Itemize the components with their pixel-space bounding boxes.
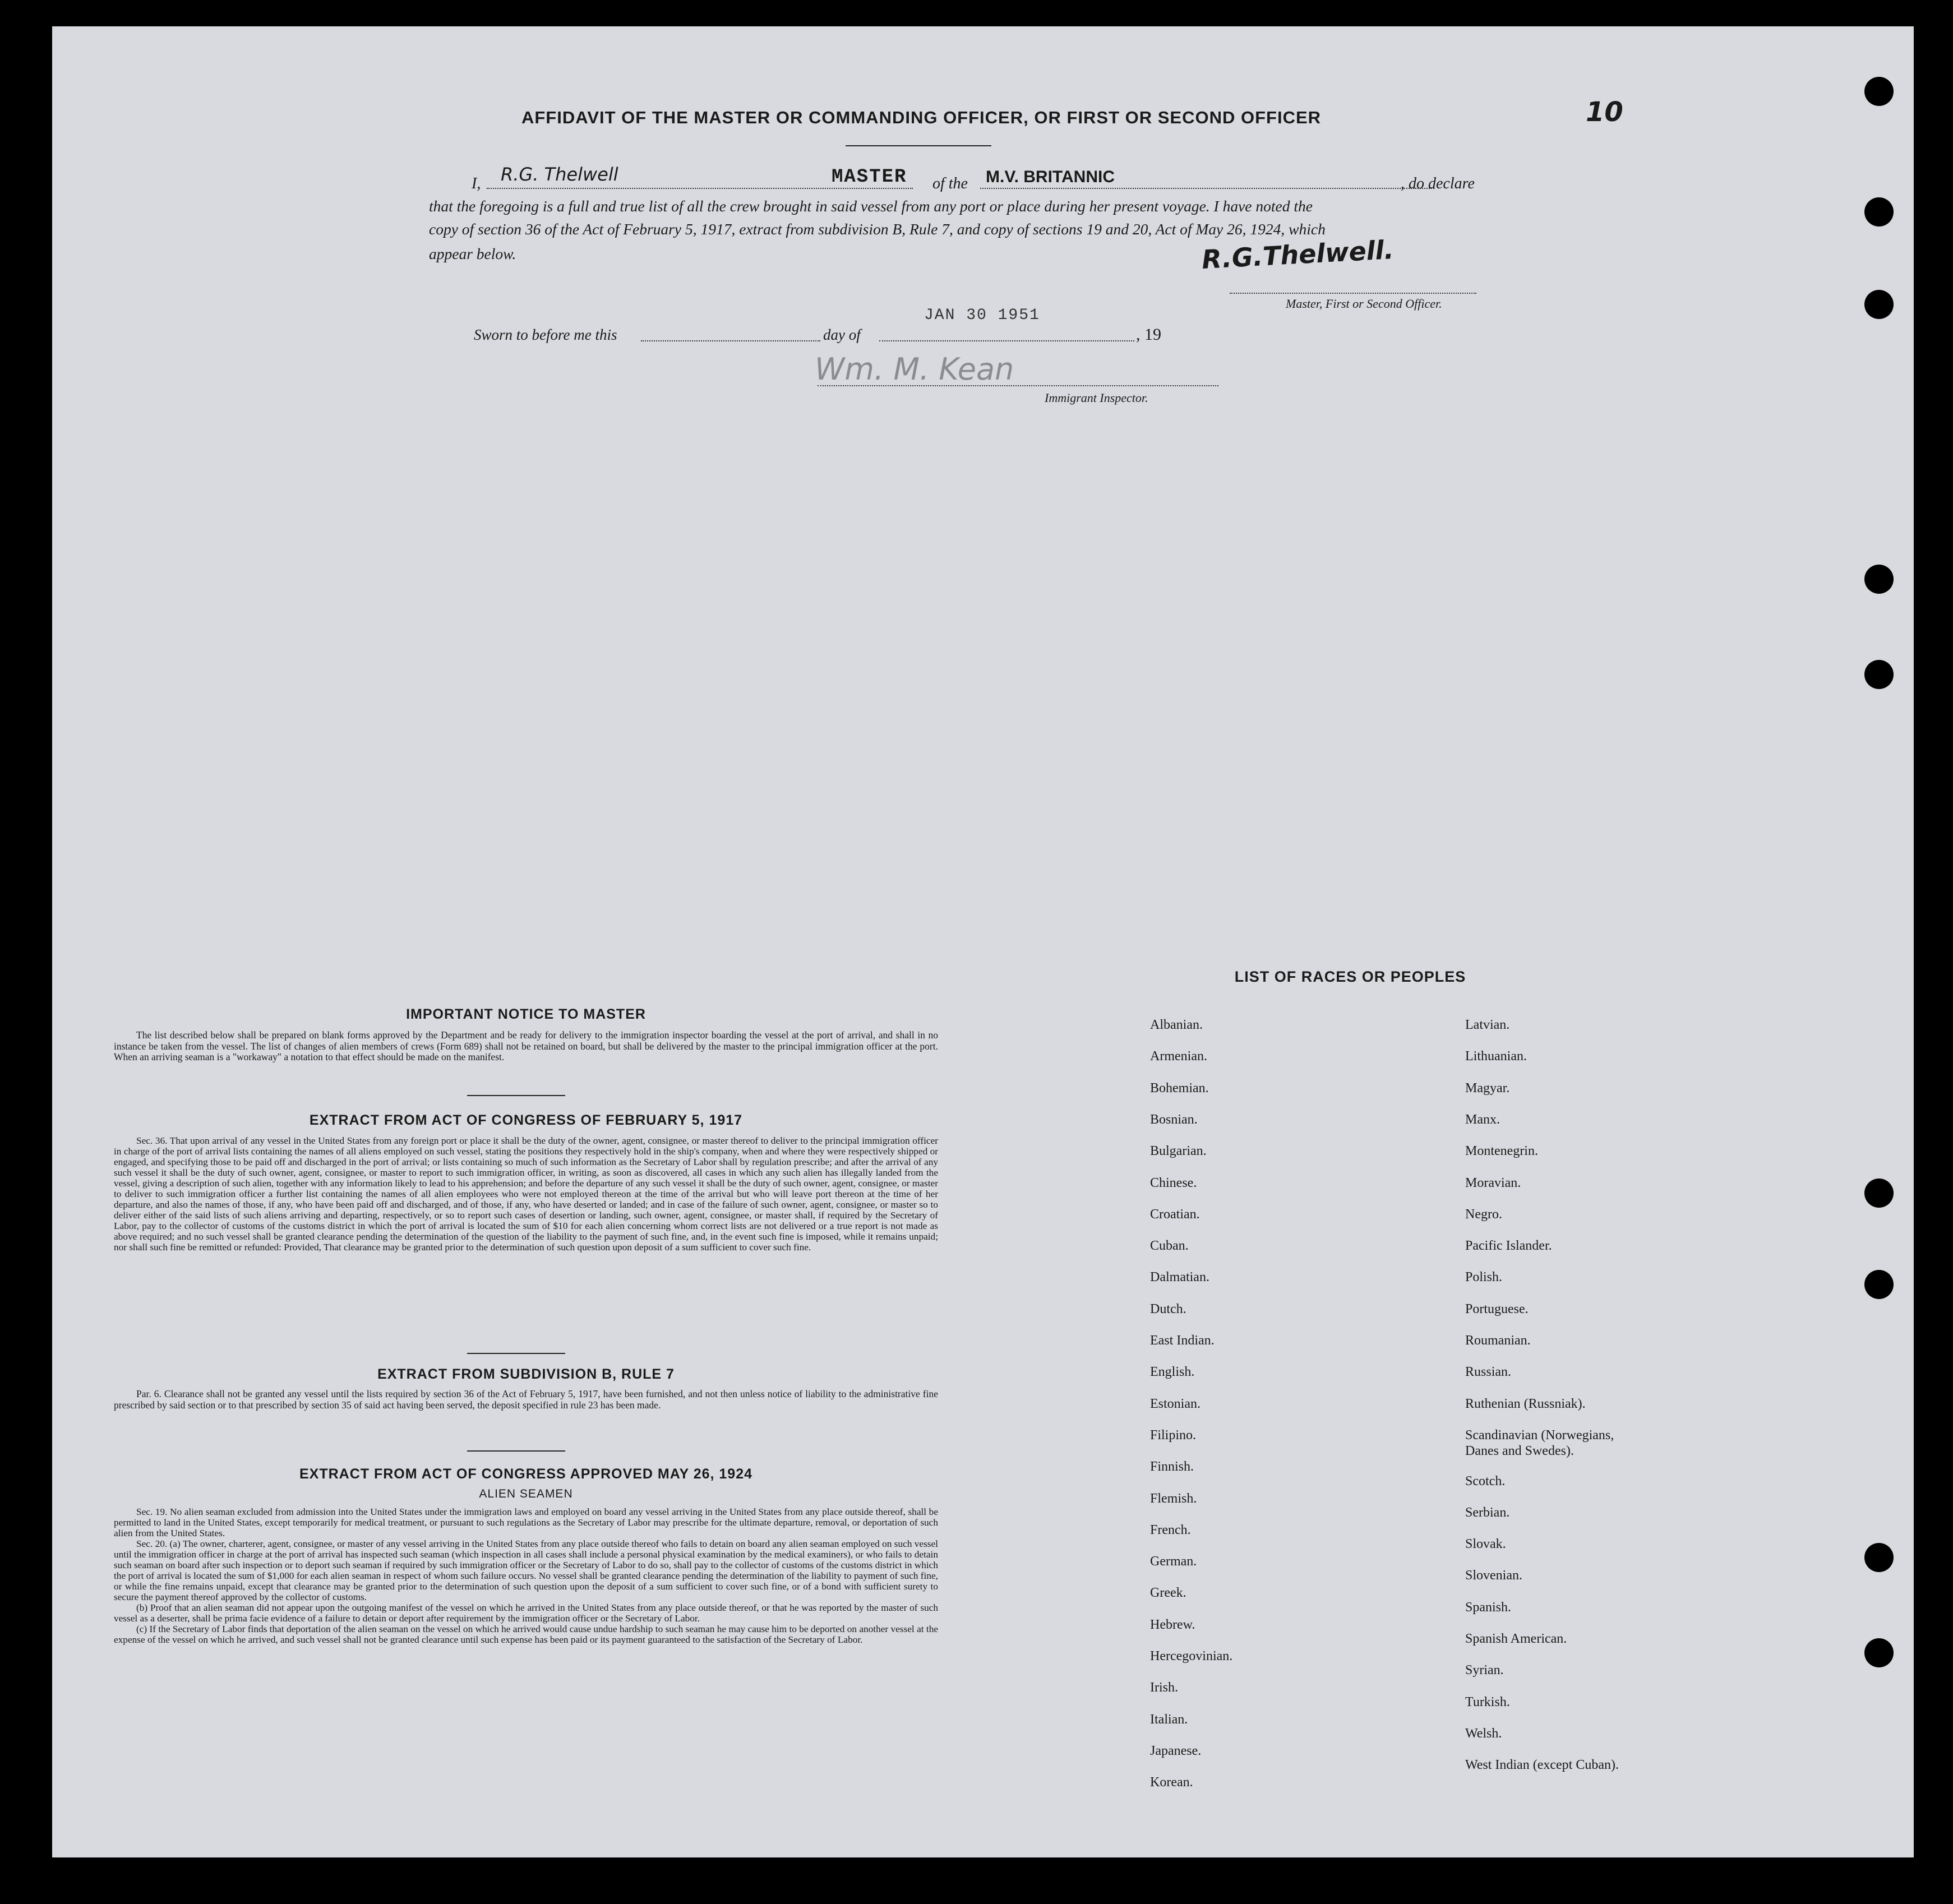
inspector-caption: Immigrant Inspector. (1045, 391, 1148, 405)
race-item: Syrian. (1465, 1663, 1504, 1677)
race-item: Filipino. (1150, 1428, 1197, 1443)
race-item: Croatian. (1150, 1207, 1200, 1222)
sworn-label: Sworn to before me this (474, 326, 617, 343)
race-item: Hebrew. (1150, 1618, 1195, 1632)
race-item: Hercegovinian. (1150, 1649, 1233, 1663)
of-the-label: of the (932, 175, 968, 192)
sworn-month-line (879, 340, 1134, 341)
inspector-line (818, 385, 1218, 386)
sec-20b-paragraph: (b) Proof that an alien seaman did not appear upon the outgoing manifest of the vessel on which he arrived in the United States from any place outside thereof, or that he was reported by the master of such vessel as a deserter, shall be prima facie evidence of a failure to detain or deport after requirement by the immigration officer or the Secretary of Labor. (114, 1602, 938, 1624)
divider (467, 1095, 565, 1096)
signature-caption: Master, First or Second Officer. (1286, 297, 1442, 311)
vessel-name: M.V. BRITANNIC (986, 168, 1115, 186)
race-item: Japanese. (1150, 1744, 1202, 1758)
notice-body: The list described below shall be prepared on blank forms approved by the Department and be ready for delivery to the immigration inspector boarding the vessel at the port of arrival, and shall in no instance be taken from the vessel. The list of changes of alien members of crews (Form 689) shall not be retained on board, but shall be delivered by the master to the principal immigration officer at the port. When an arriving seaman is a "workaway" a notation to that effect should be made on the manifest. (114, 1029, 938, 1062)
alien-seamen-subtitle: ALIEN SEAMEN (479, 1487, 573, 1500)
race-item: Finnish. (1150, 1459, 1194, 1474)
race-item: Latvian. (1465, 1018, 1510, 1032)
rank-stamp: MASTER (832, 167, 907, 188)
divider (467, 1353, 565, 1354)
binder-hole (1864, 77, 1894, 106)
name-line (487, 188, 913, 189)
race-item: Albanian. (1150, 1018, 1203, 1032)
date-stamp: JAN 30 1951 (924, 307, 1040, 324)
extract-1924-body (114, 1506, 938, 1645)
race-item: Cuban. (1150, 1238, 1189, 1253)
race-item: Polish. (1465, 1270, 1503, 1284)
title-rule (846, 145, 991, 146)
binder-hole (1864, 565, 1894, 594)
divider (467, 1450, 565, 1452)
master-name-handwritten: R.G. Thelwell (501, 164, 618, 185)
binder-hole (1864, 290, 1894, 319)
extract-1917-body: Sec. 36. That upon arrival of any vessel in the United States from any foreign port or place it shall be the duty of the owner, agent, consignee, or master thereof to deliver to the principal immigration officer in charge of the port of arrival lists containing the names of all aliens employed on such vessel, stating the positions they respectively hold in the ship's company, when and where they were respectively shipped or engaged, and specifying those to be paid off and discharged in the port of arrival; or lists containing so much of such information as the Secretary of Labor shall by regulation prescribe; and after the arrival of any such vessel it shall be the duty of such owner, agent, consignee, or master to report to such immigration officer, in writing, as soon as discovered, all cases in which any such alien has illegally landed from the vessel, giving a description of such alien, together with any information likely to lead to his apprehension; and before the departure of any such vessel it shall be the duty of such owner, agent, consignee, or master to deliver to such immigration officer a further list containing the names of all alien employees who were not employed thereon at the time of the arrival but who will leave port thereon at the time of her departure, and also the names of those, if any, who have been paid off and discharged, and of those, if any, who have deserted or landed; and in case of the failure of such owner, agent, consignee, or master so to deliver either of the said lists of such aliens arriving and departing, respectively, or so to report such cases of desertion or landing, such owner, agent, consignee, or master shall, if required by the Secretary of Labor, pay to the collector of customs of the customs district in which the port of arrival is located the sum of $10 for each alien concerning whom correct lists are not delivered or a true report is not made as above required; and no such vessel shall be granted clearance pending the determination of the question of the liability to the payment of such fine, and, in the event such fine is imposed, while it remains unpaid; nor shall such fine be remitted or refunded: Provided, That clearance may be granted prior to the determination of such question upon deposit of a sum sufficient to cover such fine. (114, 1135, 938, 1253)
race-item: Chinese. (1150, 1176, 1197, 1190)
binder-hole (1864, 1543, 1894, 1572)
extract-1924-title: EXTRACT FROM ACT OF CONGRESS APPROVED MAY 26, 1924 (299, 1466, 753, 1482)
sec-20a-paragraph: Sec. 20. (a) The owner, charterer, agent, consignee, or master of any vessel arriving in the United States from any place outside thereof who fails to detain on board any alien seaman employed on such vessel until the immigration officer in charge at the port of arrival has inspected such seaman (which inspection in all cases shall include a personal physical examination by the medical examiners), or who fails to detain such seaman on board after such inspection or to deport such seaman if required by such immigration officer or the Secretary of Labor to do so, shall pay to the collector of customs of the customs district in which the port of arrival is located the sum of $1,000 for each alien seaman in respect of whom such failure occurs. No vessel shall be granted clearance pending the determination of the liability to payment of such fine, or while the fine remains unpaid, except that clearance may be granted prior to the determination of such question upon the deposit of a sum sufficient to cover such fine, or of a bond with sufficient surety to secure the payment thereof approved by the collector of customs. (114, 1538, 938, 1602)
race-item: Serbian. (1465, 1505, 1510, 1520)
affidavit-line-4: appear below. (429, 245, 516, 262)
races-title: LIST OF RACES OR PEOPLES (1234, 968, 1466, 985)
race-item: Welsh. (1465, 1726, 1502, 1741)
race-item: Bosnian. (1150, 1112, 1198, 1127)
master-signature: R.G.Thelwell. (1201, 234, 1395, 275)
race-item: Negro. (1465, 1207, 1502, 1222)
race-item: Estonian. (1150, 1397, 1201, 1411)
race-item: Manx. (1465, 1112, 1500, 1127)
race-item: Spanish American. (1465, 1632, 1567, 1646)
race-item: Pacific Islander. (1465, 1238, 1552, 1253)
race-item: Montenegrin. (1465, 1144, 1538, 1158)
race-item: Turkish. (1465, 1695, 1510, 1709)
race-item: Dalmatian. (1150, 1270, 1209, 1284)
race-item: Moravian. (1465, 1176, 1521, 1190)
race-item: German. (1150, 1554, 1197, 1569)
race-item: Roumanian. (1465, 1333, 1531, 1348)
race-item: Flemish. (1150, 1491, 1197, 1506)
race-item: Russian. (1465, 1365, 1512, 1379)
race-item: Dutch. (1150, 1302, 1186, 1316)
day-of-label: day of (823, 326, 861, 343)
race-item: Italian. (1150, 1712, 1188, 1727)
sec-20c-paragraph: (c) If the Secretary of Labor finds that deportation of the alien seaman on the vessel on which he arrived would cause undue hardship to such seaman he may cause him to be deported on another vessel at the expense of the vessel on which he arrived, and such vessel shall not be granted clearance until such expense has been paid or its payment guaranteed to the satisfaction of the Secretary of Labor. (114, 1624, 938, 1645)
race-item: Portuguese. (1465, 1302, 1529, 1316)
race-item: Magyar. (1465, 1081, 1510, 1096)
race-item: West Indian (except Cuban). (1465, 1758, 1619, 1772)
race-item: Ruthenian (Russniak). (1465, 1397, 1586, 1411)
year-label: , 19 (1136, 325, 1161, 344)
race-item: East Indian. (1150, 1333, 1215, 1348)
i-prefix: I, (472, 175, 481, 192)
race-item: Bulgarian. (1150, 1144, 1207, 1158)
race-item: Scotch. (1465, 1474, 1506, 1489)
page-number-mark: 10 (1586, 96, 1623, 128)
inspector-signature: Wm. M. Kean (815, 352, 1014, 387)
race-item: Slovak. (1465, 1537, 1506, 1551)
race-item: Spanish. (1465, 1600, 1512, 1615)
extract-1917-title: EXTRACT FROM ACT OF CONGRESS OF FEBRUARY 5, 1917 (309, 1112, 743, 1128)
binder-hole (1864, 197, 1894, 227)
rule7-title: EXTRACT FROM SUBDIVISION B, RULE 7 (377, 1366, 675, 1382)
race-item: French. (1150, 1523, 1191, 1537)
affidavit-line-2: that the foregoing is a full and true list of all the crew brought in said vessel from any port or place during her present voyage. I have noted the (429, 197, 1313, 215)
sec-19-paragraph: Sec. 19. No alien seaman excluded from admission into the United States under the immigration laws and employed on board any vessel arriving in the United States from any place outside thereof, shall be permitted to land in the United States, except temporarily for medical treatment, or pursuant to such regulations as the Secretary of Labor may prescribe for the ultimate departure, removal, or deportation of such alien from the United States. (114, 1506, 938, 1538)
race-item: Scandinavian (Norwegians, Danes and Swedes). (1465, 1428, 1614, 1458)
race-item: Lithuanian. (1465, 1049, 1527, 1064)
notice-title: IMPORTANT NOTICE TO MASTER (406, 1006, 646, 1022)
race-item: Slovenian. (1465, 1568, 1522, 1583)
rule7-body: Par. 6. Clearance shall not be granted any vessel until the lists required by section 36 of the Act of February 5, 1917, have been furnished, and not then unless notice of liability to the administrative fine prescribed by said section or to that prescribed by section 35 of said act having been served, the deposit specified in rule 23 has been made. (114, 1388, 938, 1411)
binder-hole (1864, 660, 1894, 689)
sworn-day-line (641, 340, 820, 341)
race-item: Greek. (1150, 1586, 1186, 1600)
race-item: Bohemian. (1150, 1081, 1209, 1096)
affidavit-line-3: copy of section 36 of the Act of February 5, 1917, extract from subdivision B, Rule 7, and copy of sections 19 and 20, Act of May 26, 1924, which (429, 220, 1326, 238)
signature-line (1230, 293, 1476, 294)
race-item: English. (1150, 1365, 1195, 1379)
binder-hole (1864, 1270, 1894, 1299)
binder-hole (1864, 1638, 1894, 1667)
do-declare-label: , do declare (1401, 175, 1475, 192)
race-item: Armenian. (1150, 1049, 1207, 1064)
race-item: Korean. (1150, 1775, 1193, 1790)
race-item: Irish. (1150, 1680, 1178, 1695)
binder-hole (1864, 1179, 1894, 1208)
affidavit-title: AFFIDAVIT OF THE MASTER OR COMMANDING OFFICER, OR FIRST OR SECOND OFFICER (521, 108, 1322, 127)
vessel-line (980, 188, 1434, 189)
document-page (52, 26, 1914, 1857)
